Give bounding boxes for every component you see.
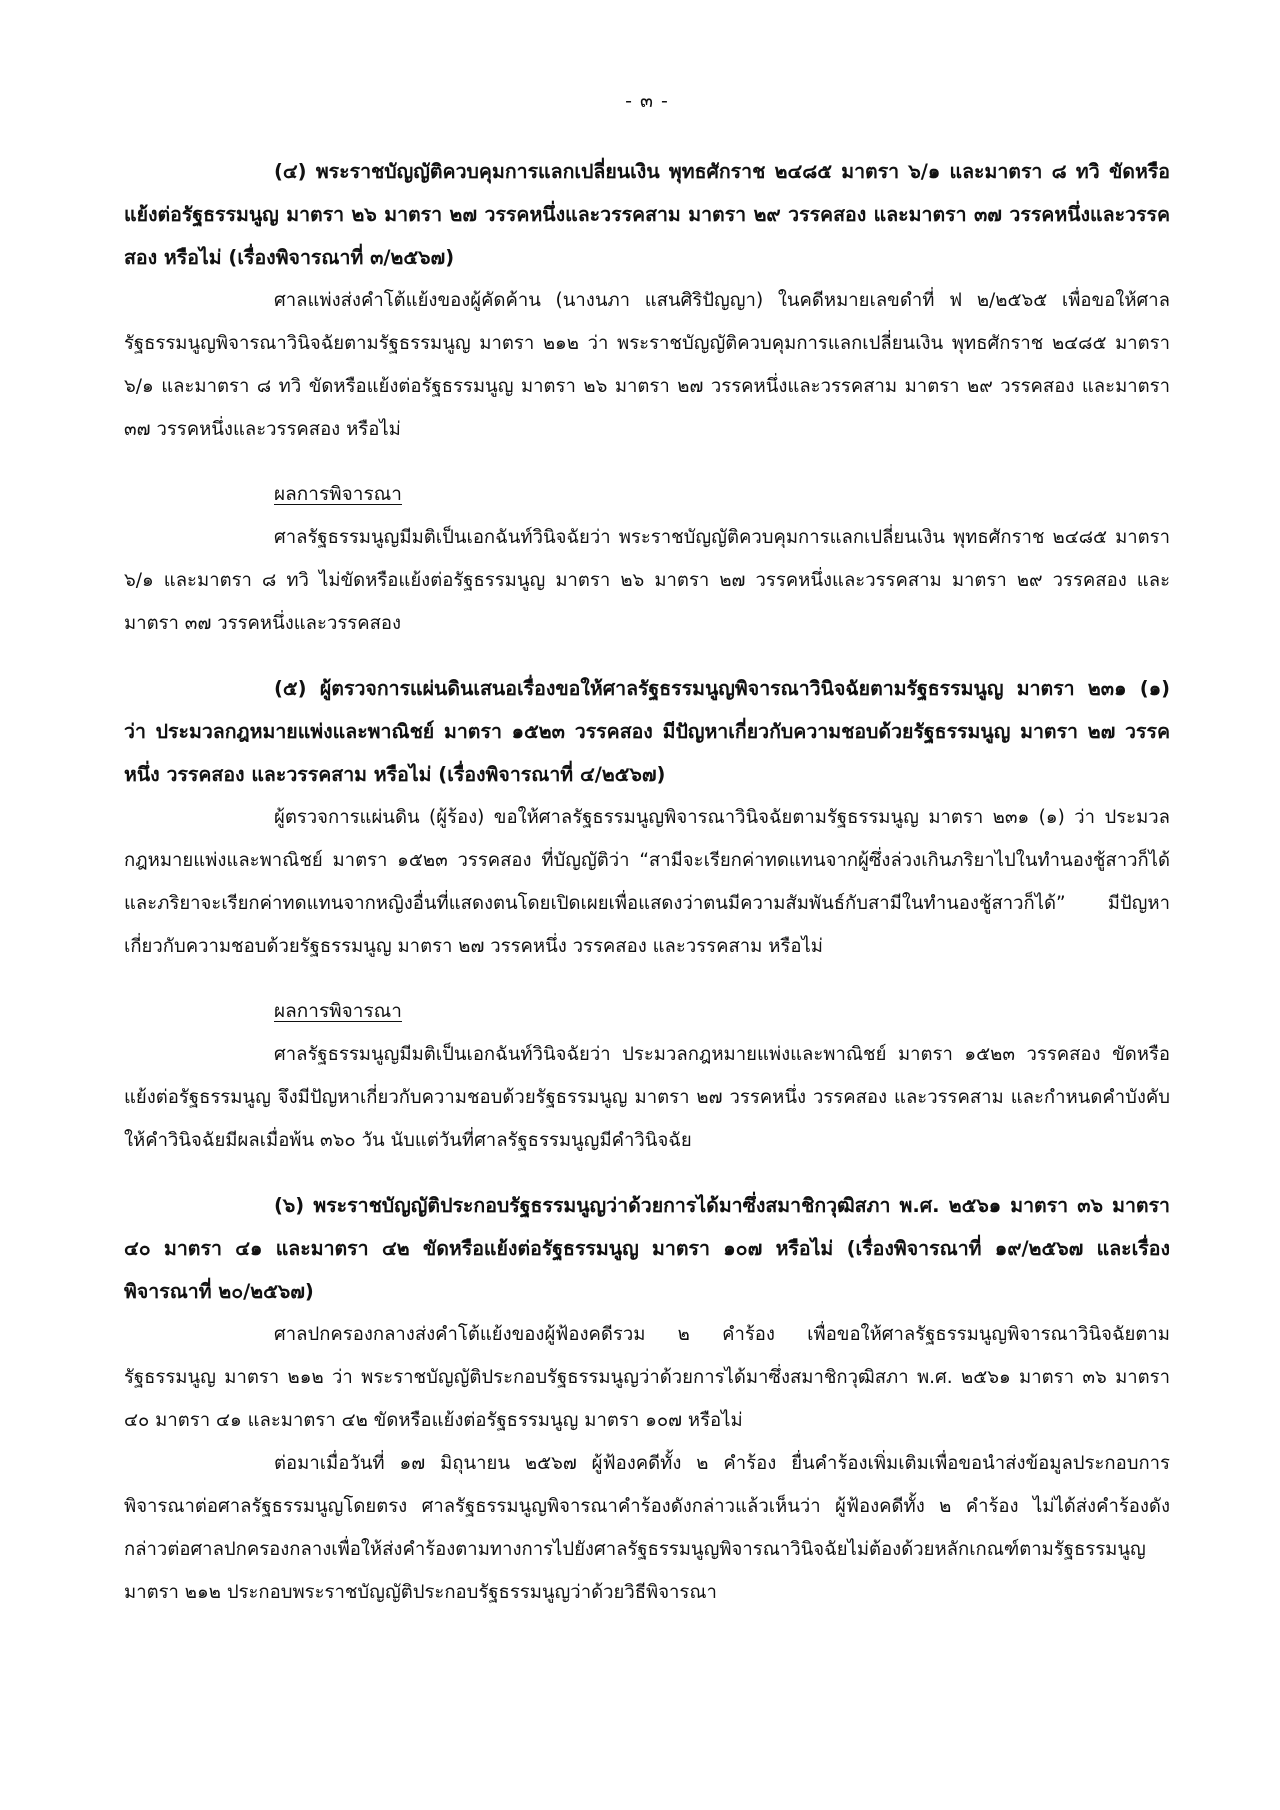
section-paragraph: ศาลปกครองกลางส่งคำโต้แย้งของผู้ฟ้องคดีรวม ๒ คำร้อง เพื่อขอให้ศาลรัฐธรรมนูญพิจารณาวินิจฉัยตามรัฐธรรมนูญ มาตรา ๒๑๒ ว่า พระราชบัญญัติประกอบรัฐธรรมนูญว่าด้วยการได้มาซึ่งสมาชิกวุฒิสภา พ.ศ. ๒๕๖๑ มาตรา ๓๖ มาตรา ๔๐ มาตรา ๔๑ และมาตรา ๔๒ ขัดหรือแย้งต่อรัฐธรรมนูญ มาตรา ๑๐๗ หรือไม่ (124, 1324, 1170, 1431)
section-paragraph: ต่อมาเมื่อวันที่ ๑๗ มิถุนายน ๒๕๖๗ ผู้ฟ้องคดีทั้ง ๒ คำร้อง ยื่นคำร้องเพิ่มเติมเพื่อขอนำส่งข้อมูลประกอบการพิจารณาต่อศาลรัฐธรรมนูญโดยตรง ศาลรัฐธรรมนูญพิจารณาคำร้องดังกล่าวแล้วเห็นว่า ผู้ฟ้องคดีทั้ง ๒ คำร้อง ไม่ได้ส่งคำร้องดังกล่าวต่อศาลปกครองกลางเพื่อให้ส่งคำร้องตามทางการไปยังศาลรัฐธรรมนูญพิจารณาวินิจฉัยไม่ต้องด้วยหลักเกณฑ์ตามรัฐธรรมนูญ มาตรา ๒๑๒ ประกอบพระราชบัญญัติประกอบรัฐธรรมนูญว่าด้วยวิธีพิจารณา (124, 1453, 1170, 1603)
result-text: ศาลรัฐธรรมนูญมีมติเป็นเอกฉันท์วินิจฉัยว่า พระราชบัญญัติควบคุมการแลกเปลี่ยนเงิน พุทธศักราช ๒๔๘๕ มาตรา ๖/๑ และมาตรา ๘ ทวิ ไม่ขัดหรือแย้งต่อรัฐธรรมนูญ มาตรา ๒๖ มาตรา ๒๗ วรรคหนึ่งและวรรคสาม มาตรา ๒๙ วรรคสอง และมาตรา ๓๗ วรรคหนึ่งและวรรคสอง (124, 527, 1170, 634)
section-paragraph: ผู้ตรวจการแผ่นดิน (ผู้ร้อง) ขอให้ศาลรัฐธรรมนูญพิจารณาวินิจฉัยตามรัฐธรรมนูญ มาตรา ๒๓๑ (๑) ว่า ประมวลกฎหมายแพ่งและพาณิชย์ มาตรา ๑๕๒๓ วรรคสอง ที่บัญญัติว่า “สามีจะเรียกค่าทดแทนจากผู้ซึ่งล่วงเกินภริยาไปในทำนองชู้สาวก็ได้ และภริยาจะเรียกค่าทดแทนจากหญิงอื่นที่แสดงตนโดยเปิดเผยเพื่อแสดงว่าตนมีความสัมพันธ์กับสามีในทำนองชู้สาวก็ได้” มีปัญหาเกี่ยวกับความชอบด้วยรัฐธรรมนูญ มาตรา ๒๗ วรรคหนึ่ง วรรคสอง และวรรคสาม หรือไม่ (124, 807, 1171, 957)
result-title: ผลการพิจารณา (274, 483, 402, 505)
section-5 (124, 667, 1170, 1162)
section-heading: (๕) ผู้ตรวจการแผ่นดินเสนอเรื่องขอให้ศาลรัฐธรรมนูญพิจารณาวินิจฉัยตามรัฐธรรมนูญ มาตรา ๒๓๑ (๑) ว่า ประมวลกฎหมายแพ่งและพาณิชย์ มาตรา ๑๕๒๓ วรรคสอง มีปัญหาเกี่ยวกับความชอบด้วยรัฐธรรมนูญ มาตรา ๒๗ วรรคหนึ่ง วรรคสอง และวรรคสาม หรือไม่ (เรื่องพิจารณาที่ ๔/๒๕๖๗) (124, 677, 1170, 786)
section-4 (124, 150, 1170, 645)
page-number: - ๓ - (625, 90, 669, 112)
section-6 (124, 1184, 1170, 1614)
result-title: ผลการพิจารณา (274, 1000, 402, 1022)
section-heading: (๖) พระราชบัญญัติประกอบรัฐธรรมนูญว่าด้วยการได้มาซึ่งสมาชิกวุฒิสภา พ.ศ. ๒๕๖๑ มาตรา ๓๖ มาตรา ๔๐ มาตรา ๔๑ และมาตรา ๔๒ ขัดหรือแย้งต่อรัฐธรรมนูญ มาตรา ๑๐๗ หรือไม่ (เรื่องพิจารณาที่ ๑๙/๒๕๖๗ และเรื่องพิจารณาที่ ๒๐/๒๕๖๗) (124, 1194, 1170, 1303)
result-text: ศาลรัฐธรรมนูญมีมติเป็นเอกฉันท์วินิจฉัยว่า ประมวลกฎหมายแพ่งและพาณิชย์ มาตรา ๑๕๒๓ วรรคสอง ขัดหรือแย้งต่อรัฐธรรมนูญ จึงมีปัญหาเกี่ยวกับความชอบด้วยรัฐธรรมนูญ มาตรา ๒๗ วรรคหนึ่ง วรรคสอง และวรรคสาม และกำหนดคำบังคับให้คำวินิจฉัยมีผลเมื่อพ้น ๓๖๐ วัน นับแต่วันที่ศาลรัฐธรรมนูญมีคำวินิจฉัย (124, 1044, 1170, 1151)
section-heading: (๔) พระราชบัญญัติควบคุมการแลกเปลี่ยนเงิน พุทธศักราช ๒๔๘๕ มาตรา ๖/๑ และมาตรา ๘ ทวิ ขัดหรือแย้งต่อรัฐธรรมนูญ มาตรา ๒๖ มาตรา ๒๗ วรรคหนึ่งและวรรคสาม มาตรา ๒๙ วรรคสอง และมาตรา ๓๗ วรรคหนึ่งและวรรคสอง หรือไม่ (เรื่องพิจารณาที่ ๓/๒๕๖๗) (124, 160, 1170, 269)
section-paragraph: ศาลแพ่งส่งคำโต้แย้งของผู้คัดค้าน (นางนภา แสนศิริปัญญา) ในคดีหมายเลขดำที่ ฟ ๒/๒๕๖๕ เพื่อขอให้ศาลรัฐธรรมนูญพิจารณาวินิจฉัยตามรัฐธรรมนูญ มาตรา ๒๑๒ ว่า พระราชบัญญัติควบคุมการแลกเปลี่ยนเงิน พุทธศักราช ๒๔๘๕ มาตรา ๖/๑ และมาตรา ๘ ทวิ ขัดหรือแย้งต่อรัฐธรรมนูญ มาตรา ๒๖ มาตรา ๒๗ วรรคหนึ่งและวรรคสาม มาตรา ๒๙ วรรคสอง และมาตรา ๓๗ วรรคหนึ่งและวรรคสอง หรือไม่ (124, 290, 1170, 440)
